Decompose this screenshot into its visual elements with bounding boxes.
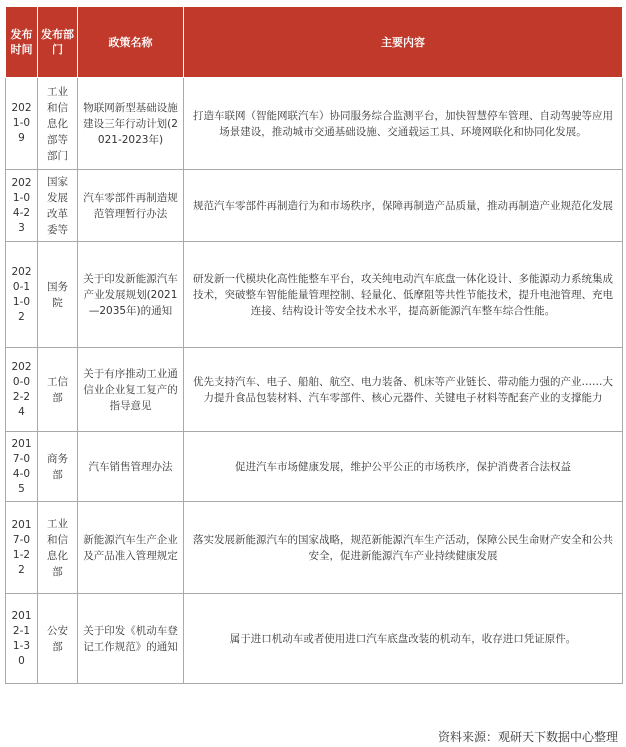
table-header-row <box>6 7 623 78</box>
header-content: 主要内容 <box>184 7 623 78</box>
content-cell: 规范汽车零部件再制造行为和市场秩序，保障再制造产品质量，推动再制造产业规范化发展 <box>184 170 623 242</box>
source-note: 资料来源：观研天下数据中心整理 <box>437 730 618 744</box>
date-cell: 2017-04-05 <box>6 432 38 502</box>
content-cell: 促进汽车市场健康发展，维护公平公正的市场秩序，保护消费者合法权益 <box>184 432 623 502</box>
content-cell: 研发新一代模块化高性能整车平台，攻关纯电动汽车底盘一体化设计、多能源动力系统集成技术，突破整车智能能量管理控制、轻量化、低摩阻等共性节能技术，提升电池管理、充电连接、结构设计等安全技术水平，提高新能源汽车整车综合性能。 <box>184 242 623 348</box>
header-date: 发布时间 <box>6 7 38 78</box>
policy-table <box>5 6 623 684</box>
table-row <box>6 348 623 432</box>
dept-cell: 工业和信息化部等部门 <box>38 78 78 170</box>
dept-cell: 工信部 <box>38 348 78 432</box>
header-dept: 发布部门 <box>38 7 78 78</box>
dept-cell: 国家发展改革委等 <box>38 170 78 242</box>
content-cell: 属于进口机动车或者使用进口汽车底盘改装的机动车，收存进口凭证原件。 <box>184 594 623 684</box>
date-cell: 2012-11-30 <box>6 594 38 684</box>
policy-name-cell: 关于印发《机动车登记工作规范》的通知 <box>78 594 184 684</box>
policy-name-cell: 汽车销售管理办法 <box>78 432 184 502</box>
policy-name-cell: 物联网新型基础设施建设三年行动计划(2021-2023年) <box>78 78 184 170</box>
policy-name-cell: 汽车零部件再制造规范管理暂行办法 <box>78 170 184 242</box>
policy-table-container <box>5 6 622 684</box>
date-cell: 2020-02-24 <box>6 348 38 432</box>
dept-cell: 商务部 <box>38 432 78 502</box>
header-name: 政策名称 <box>78 7 184 78</box>
policy-name-cell: 关于有序推动工业通信业企业复工复产的指导意见 <box>78 348 184 432</box>
date-cell: 2021-09 <box>6 78 38 170</box>
policy-name-cell: 关于印发新能源汽车产业发展规划(2021—2035年)的通知 <box>78 242 184 348</box>
dept-cell: 公安部 <box>38 594 78 684</box>
table-row <box>6 594 623 684</box>
policy-name-cell: 新能源汽车生产企业及产品准入管理规定 <box>78 502 184 594</box>
table-row <box>6 78 623 170</box>
dept-cell: 工业和信息化部 <box>38 502 78 594</box>
table-row <box>6 242 623 348</box>
dept-cell: 国务院 <box>38 242 78 348</box>
date-cell: 2020-11-02 <box>6 242 38 348</box>
content-cell: 优先支持汽车、电子、船舶、航空、电力装备、机床等产业链长、带动能力强的产业……大力提升食品包装材料、汽车零部件、核心元器件、关键电子材料等配套产业的支撑能力 <box>184 348 623 432</box>
date-cell: 2017-01-22 <box>6 502 38 594</box>
table-body <box>6 78 623 684</box>
table-row <box>6 170 623 242</box>
table-row <box>6 502 623 594</box>
table-row <box>6 432 623 502</box>
date-cell: 2021-04-23 <box>6 170 38 242</box>
content-cell: 落实发展新能源汽车的国家战略，规范新能源汽车生产活动，保障公民生命财产安全和公共安全，促进新能源汽车产业持续健康发展 <box>184 502 623 594</box>
content-cell: 打造车联网（智能网联汽车）协同服务综合监测平台，加快智慧停车管理、自动驾驶等应用场景建设，推动城市交通基础设施、交通载运工具、环境网联化和协同化发展。 <box>184 78 623 170</box>
